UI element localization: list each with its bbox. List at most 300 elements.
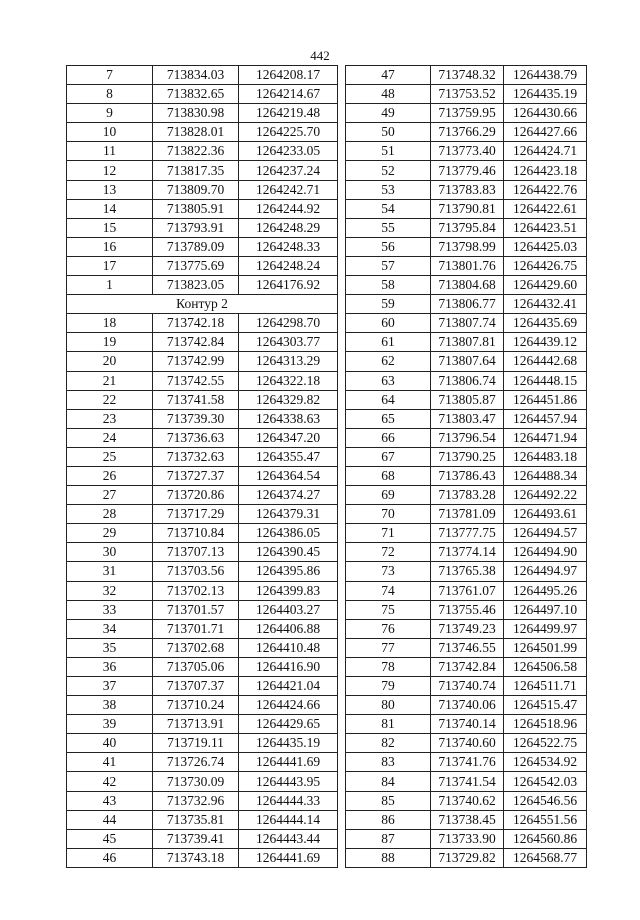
table-row: [67, 409, 338, 428]
y-coordinate-cell: 1264497.10: [504, 600, 587, 619]
table-row: [67, 180, 338, 199]
point-number-cell: 36: [67, 657, 153, 676]
point-number-cell: 51: [346, 142, 431, 161]
x-coordinate-cell: 713736.63: [153, 428, 239, 447]
y-coordinate-cell: 1264495.26: [504, 581, 587, 600]
y-coordinate-cell: 1264441.69: [239, 753, 338, 772]
point-number-cell: 79: [346, 677, 431, 696]
table-row: [346, 753, 587, 772]
x-coordinate-cell: 713740.74: [431, 677, 504, 696]
table-row: [67, 619, 338, 638]
table-row: [346, 696, 587, 715]
table-row: [67, 466, 338, 485]
table-row: [346, 371, 587, 390]
x-coordinate-cell: 713735.81: [153, 810, 239, 829]
point-number-cell: 23: [67, 409, 153, 428]
point-number-cell: 49: [346, 104, 431, 123]
y-coordinate-cell: 1264435.69: [504, 314, 587, 333]
y-coordinate-cell: 1264511.71: [504, 677, 587, 696]
table-row: [67, 333, 338, 352]
point-number-cell: 71: [346, 524, 431, 543]
x-coordinate-cell: 713702.68: [153, 638, 239, 657]
y-coordinate-cell: 1264237.24: [239, 161, 338, 180]
y-coordinate-cell: 1264542.03: [504, 772, 587, 791]
point-number-cell: 10: [67, 123, 153, 142]
point-number-cell: 19: [67, 333, 153, 352]
table-row: [67, 772, 338, 791]
table-row: [67, 638, 338, 657]
point-number-cell: 84: [346, 772, 431, 791]
table-row: [346, 66, 587, 85]
point-number-cell: 53: [346, 180, 431, 199]
table-row: [67, 486, 338, 505]
y-coordinate-cell: 1264457.94: [504, 409, 587, 428]
point-number-cell: 29: [67, 524, 153, 543]
x-coordinate-cell: 713727.37: [153, 466, 239, 485]
point-number-cell: 8: [67, 85, 153, 104]
table-row: [346, 161, 587, 180]
x-coordinate-cell: 713755.46: [431, 600, 504, 619]
point-number-cell: 88: [346, 848, 431, 867]
x-coordinate-cell: 713807.64: [431, 352, 504, 371]
point-number-cell: 52: [346, 161, 431, 180]
point-number-cell: 27: [67, 486, 153, 505]
table-row: [346, 810, 587, 829]
table-row: [67, 428, 338, 447]
y-coordinate-cell: 1264501.99: [504, 638, 587, 657]
x-coordinate-cell: 713807.74: [431, 314, 504, 333]
table-row: [346, 218, 587, 237]
point-number-cell: 32: [67, 581, 153, 600]
x-coordinate-cell: 713793.91: [153, 218, 239, 237]
point-number-cell: 47: [346, 66, 431, 85]
point-number-cell: 35: [67, 638, 153, 657]
y-coordinate-cell: 1264422.76: [504, 180, 587, 199]
y-coordinate-cell: 1264248.29: [239, 218, 338, 237]
point-number-cell: 48: [346, 85, 431, 104]
table-row: [67, 447, 338, 466]
table-row: [346, 581, 587, 600]
x-coordinate-cell: 713740.60: [431, 734, 504, 753]
y-coordinate-cell: 1264423.18: [504, 161, 587, 180]
point-number-cell: 28: [67, 505, 153, 524]
table-row: [67, 562, 338, 581]
y-coordinate-cell: 1264441.69: [239, 848, 338, 867]
table-row: [346, 295, 587, 314]
point-number-cell: 13: [67, 180, 153, 199]
x-coordinate-cell: 713781.09: [431, 505, 504, 524]
y-coordinate-cell: 1264423.51: [504, 218, 587, 237]
table-row: [346, 848, 587, 867]
x-coordinate-cell: 713805.91: [153, 199, 239, 218]
y-coordinate-cell: 1264248.33: [239, 237, 338, 256]
y-coordinate-cell: 1264403.27: [239, 600, 338, 619]
table-row: [346, 505, 587, 524]
x-coordinate-cell: 713733.90: [431, 829, 504, 848]
point-number-cell: 60: [346, 314, 431, 333]
table-row: [346, 447, 587, 466]
point-number-cell: 11: [67, 142, 153, 161]
table-row: [67, 581, 338, 600]
point-number-cell: 61: [346, 333, 431, 352]
point-number-cell: 54: [346, 199, 431, 218]
x-coordinate-cell: 713806.77: [431, 295, 504, 314]
point-number-cell: 81: [346, 715, 431, 734]
table-row: [67, 543, 338, 562]
x-coordinate-cell: 713834.03: [153, 66, 239, 85]
point-number-cell: 74: [346, 581, 431, 600]
table-row: [67, 104, 338, 123]
table-row: [67, 142, 338, 161]
y-coordinate-cell: 1264435.19: [239, 734, 338, 753]
y-coordinate-cell: 1264242.71: [239, 180, 338, 199]
y-coordinate-cell: 1264492.22: [504, 486, 587, 505]
table-row: [67, 276, 338, 295]
table-row: [67, 66, 338, 85]
point-number-cell: 59: [346, 295, 431, 314]
y-coordinate-cell: 1264248.24: [239, 256, 338, 275]
point-number-cell: 83: [346, 753, 431, 772]
table-row: [346, 600, 587, 619]
x-coordinate-cell: 713710.24: [153, 696, 239, 715]
table-row: [67, 810, 338, 829]
x-coordinate-cell: 713732.96: [153, 791, 239, 810]
table-row: [346, 543, 587, 562]
point-number-cell: 38: [67, 696, 153, 715]
y-coordinate-cell: 1264322.18: [239, 371, 338, 390]
y-coordinate-cell: 1264219.48: [239, 104, 338, 123]
table-row: [67, 715, 338, 734]
x-coordinate-cell: 713828.01: [153, 123, 239, 142]
point-number-cell: 85: [346, 791, 431, 810]
y-coordinate-cell: 1264435.19: [504, 85, 587, 104]
x-coordinate-cell: 713707.37: [153, 677, 239, 696]
point-number-cell: 37: [67, 677, 153, 696]
point-number-cell: 21: [67, 371, 153, 390]
table-row: [346, 180, 587, 199]
x-coordinate-cell: 713783.28: [431, 486, 504, 505]
y-coordinate-cell: 1264522.75: [504, 734, 587, 753]
x-coordinate-cell: 713806.74: [431, 371, 504, 390]
table-row: [67, 352, 338, 371]
point-number-cell: 41: [67, 753, 153, 772]
point-number-cell: 12: [67, 161, 153, 180]
y-coordinate-cell: 1264416.90: [239, 657, 338, 676]
table-row: [346, 734, 587, 753]
point-number-cell: 31: [67, 562, 153, 581]
x-coordinate-cell: 713786.43: [431, 466, 504, 485]
table-row: [67, 199, 338, 218]
y-coordinate-cell: 1264442.68: [504, 352, 587, 371]
x-coordinate-cell: 713742.99: [153, 352, 239, 371]
table-row: [67, 218, 338, 237]
x-coordinate-cell: 713717.29: [153, 505, 239, 524]
point-number-cell: 1: [67, 276, 153, 295]
page-number: 442: [310, 48, 330, 63]
point-number-cell: 68: [346, 466, 431, 485]
point-number-cell: 56: [346, 237, 431, 256]
y-coordinate-cell: 1264568.77: [504, 848, 587, 867]
point-number-cell: 64: [346, 390, 431, 409]
point-number-cell: 39: [67, 715, 153, 734]
y-coordinate-cell: 1264424.71: [504, 142, 587, 161]
table-row: [67, 524, 338, 543]
x-coordinate-cell: 713702.13: [153, 581, 239, 600]
y-coordinate-cell: 1264386.05: [239, 524, 338, 543]
point-number-cell: 69: [346, 486, 431, 505]
table-row: [67, 505, 338, 524]
y-coordinate-cell: 1264515.47: [504, 696, 587, 715]
x-coordinate-cell: 713783.83: [431, 180, 504, 199]
y-coordinate-cell: 1264534.92: [504, 753, 587, 772]
x-coordinate-cell: 713742.18: [153, 314, 239, 333]
x-coordinate-cell: 713739.30: [153, 409, 239, 428]
x-coordinate-cell: 713749.23: [431, 619, 504, 638]
table-row: [67, 600, 338, 619]
y-coordinate-cell: 1264488.34: [504, 466, 587, 485]
x-coordinate-cell: 713809.70: [153, 180, 239, 199]
x-coordinate-cell: 713741.58: [153, 390, 239, 409]
point-number-cell: 25: [67, 447, 153, 466]
point-number-cell: 40: [67, 734, 153, 753]
table-row: [346, 428, 587, 447]
point-number-cell: 72: [346, 543, 431, 562]
x-coordinate-cell: 713740.14: [431, 715, 504, 734]
x-coordinate-cell: 713777.75: [431, 524, 504, 543]
point-number-cell: 65: [346, 409, 431, 428]
table-row: [67, 256, 338, 275]
x-coordinate-cell: 713748.32: [431, 66, 504, 85]
x-coordinate-cell: 713801.76: [431, 256, 504, 275]
table-row: [346, 333, 587, 352]
x-coordinate-cell: 713746.55: [431, 638, 504, 657]
point-number-cell: 78: [346, 657, 431, 676]
x-coordinate-cell: 713774.14: [431, 543, 504, 562]
contour-label: Контур 2: [67, 295, 338, 314]
y-coordinate-cell: 1264410.48: [239, 638, 338, 657]
point-number-cell: 87: [346, 829, 431, 848]
x-coordinate-cell: 713832.65: [153, 85, 239, 104]
x-coordinate-cell: 713773.40: [431, 142, 504, 161]
point-number-cell: 17: [67, 256, 153, 275]
point-number-cell: 73: [346, 562, 431, 581]
point-number-cell: 15: [67, 218, 153, 237]
y-coordinate-cell: 1264399.83: [239, 581, 338, 600]
point-number-cell: 82: [346, 734, 431, 753]
x-coordinate-cell: 713701.57: [153, 600, 239, 619]
y-coordinate-cell: 1264438.79: [504, 66, 587, 85]
table-row: [346, 390, 587, 409]
x-coordinate-cell: 713822.36: [153, 142, 239, 161]
table-row: [346, 715, 587, 734]
table-row: [346, 314, 587, 333]
point-number-cell: 46: [67, 848, 153, 867]
y-coordinate-cell: 1264329.82: [239, 390, 338, 409]
y-coordinate-cell: 1264443.95: [239, 772, 338, 791]
y-coordinate-cell: 1264298.70: [239, 314, 338, 333]
x-coordinate-cell: 713730.09: [153, 772, 239, 791]
point-number-cell: 77: [346, 638, 431, 657]
point-number-cell: 14: [67, 199, 153, 218]
point-number-cell: 30: [67, 543, 153, 562]
x-coordinate-cell: 713790.25: [431, 447, 504, 466]
y-coordinate-cell: 1264493.61: [504, 505, 587, 524]
point-number-cell: 7: [67, 66, 153, 85]
x-coordinate-cell: 713705.06: [153, 657, 239, 676]
x-coordinate-cell: 713796.54: [431, 428, 504, 447]
table-row: [346, 276, 587, 295]
point-number-cell: 70: [346, 505, 431, 524]
y-coordinate-cell: 1264233.05: [239, 142, 338, 161]
table-row: [346, 562, 587, 581]
x-coordinate-cell: 713742.84: [431, 657, 504, 676]
y-coordinate-cell: 1264379.31: [239, 505, 338, 524]
x-coordinate-cell: 713789.09: [153, 237, 239, 256]
y-coordinate-cell: 1264426.75: [504, 256, 587, 275]
x-coordinate-cell: 713807.81: [431, 333, 504, 352]
point-number-cell: 45: [67, 829, 153, 848]
table-row: [67, 237, 338, 256]
table-row: [346, 677, 587, 696]
coordinates-table-right: [345, 65, 587, 868]
point-number-cell: 16: [67, 237, 153, 256]
y-coordinate-cell: 1264422.61: [504, 199, 587, 218]
y-coordinate-cell: 1264338.63: [239, 409, 338, 428]
y-coordinate-cell: 1264395.86: [239, 562, 338, 581]
coordinates-table-left: [66, 65, 338, 868]
x-coordinate-cell: 713741.76: [431, 753, 504, 772]
x-coordinate-cell: 713726.74: [153, 753, 239, 772]
y-coordinate-cell: 1264429.65: [239, 715, 338, 734]
x-coordinate-cell: 713743.18: [153, 848, 239, 867]
table-row: [67, 390, 338, 409]
y-coordinate-cell: 1264313.29: [239, 352, 338, 371]
x-coordinate-cell: 713803.47: [431, 409, 504, 428]
x-coordinate-cell: 713719.11: [153, 734, 239, 753]
point-number-cell: 62: [346, 352, 431, 371]
table-row: [67, 848, 338, 867]
point-number-cell: 80: [346, 696, 431, 715]
x-coordinate-cell: 713798.99: [431, 237, 504, 256]
point-number-cell: 76: [346, 619, 431, 638]
y-coordinate-cell: 1264451.86: [504, 390, 587, 409]
y-coordinate-cell: 1264421.04: [239, 677, 338, 696]
y-coordinate-cell: 1264560.86: [504, 829, 587, 848]
table-row: [67, 314, 338, 333]
y-coordinate-cell: 1264429.60: [504, 276, 587, 295]
table-row: [67, 791, 338, 810]
x-coordinate-cell: 713713.91: [153, 715, 239, 734]
y-coordinate-cell: 1264425.03: [504, 237, 587, 256]
x-coordinate-cell: 713765.38: [431, 562, 504, 581]
table-row: [346, 657, 587, 676]
x-coordinate-cell: 713732.63: [153, 447, 239, 466]
table-row: [67, 123, 338, 142]
table-row: [346, 772, 587, 791]
y-coordinate-cell: 1264303.77: [239, 333, 338, 352]
x-coordinate-cell: 713804.68: [431, 276, 504, 295]
point-number-cell: 24: [67, 428, 153, 447]
y-coordinate-cell: 1264430.66: [504, 104, 587, 123]
table-row: [346, 352, 587, 371]
x-coordinate-cell: 713740.62: [431, 791, 504, 810]
table-row: [346, 829, 587, 848]
y-coordinate-cell: 1264494.90: [504, 543, 587, 562]
point-number-cell: 26: [67, 466, 153, 485]
table-row: [67, 657, 338, 676]
table-row: [67, 734, 338, 753]
table-row: [346, 486, 587, 505]
table-row: [346, 409, 587, 428]
y-coordinate-cell: 1264494.97: [504, 562, 587, 581]
x-coordinate-cell: 713759.95: [431, 104, 504, 123]
table-row: [346, 791, 587, 810]
table-row: [67, 829, 338, 848]
y-coordinate-cell: 1264439.12: [504, 333, 587, 352]
x-coordinate-cell: 713779.46: [431, 161, 504, 180]
table-row: [346, 142, 587, 161]
y-coordinate-cell: 1264551.56: [504, 810, 587, 829]
y-coordinate-cell: 1264483.18: [504, 447, 587, 466]
y-coordinate-cell: 1264244.92: [239, 199, 338, 218]
table-row: [346, 524, 587, 543]
table-row: [67, 161, 338, 180]
point-number-cell: 57: [346, 256, 431, 275]
table-row: [346, 237, 587, 256]
y-coordinate-cell: 1264518.96: [504, 715, 587, 734]
x-coordinate-cell: 713805.87: [431, 390, 504, 409]
point-number-cell: 86: [346, 810, 431, 829]
table-row: [67, 696, 338, 715]
y-coordinate-cell: 1264444.33: [239, 791, 338, 810]
table-row: [346, 256, 587, 275]
point-number-cell: 66: [346, 428, 431, 447]
point-number-cell: 33: [67, 600, 153, 619]
point-number-cell: 9: [67, 104, 153, 123]
table-row: [346, 104, 587, 123]
table-row: [67, 753, 338, 772]
x-coordinate-cell: 713742.55: [153, 371, 239, 390]
y-coordinate-cell: 1264443.44: [239, 829, 338, 848]
x-coordinate-cell: 713775.69: [153, 256, 239, 275]
x-coordinate-cell: 713817.35: [153, 161, 239, 180]
table-row: [67, 677, 338, 696]
point-number-cell: 55: [346, 218, 431, 237]
y-coordinate-cell: 1264347.20: [239, 428, 338, 447]
x-coordinate-cell: 713701.71: [153, 619, 239, 638]
x-coordinate-cell: 713740.06: [431, 696, 504, 715]
x-coordinate-cell: 713739.41: [153, 829, 239, 848]
x-coordinate-cell: 713710.84: [153, 524, 239, 543]
x-coordinate-cell: 713741.54: [431, 772, 504, 791]
table-row: [346, 85, 587, 104]
y-coordinate-cell: 1264406.88: [239, 619, 338, 638]
x-coordinate-cell: 713720.86: [153, 486, 239, 505]
y-coordinate-cell: 1264176.92: [239, 276, 338, 295]
point-number-cell: 42: [67, 772, 153, 791]
point-number-cell: 20: [67, 352, 153, 371]
x-coordinate-cell: 713790.81: [431, 199, 504, 218]
point-number-cell: 67: [346, 447, 431, 466]
point-number-cell: 18: [67, 314, 153, 333]
table-row: [346, 123, 587, 142]
y-coordinate-cell: 1264390.45: [239, 543, 338, 562]
table-row: [346, 638, 587, 657]
x-coordinate-cell: 713761.07: [431, 581, 504, 600]
x-coordinate-cell: 713766.29: [431, 123, 504, 142]
y-coordinate-cell: 1264471.94: [504, 428, 587, 447]
x-coordinate-cell: 713742.84: [153, 333, 239, 352]
